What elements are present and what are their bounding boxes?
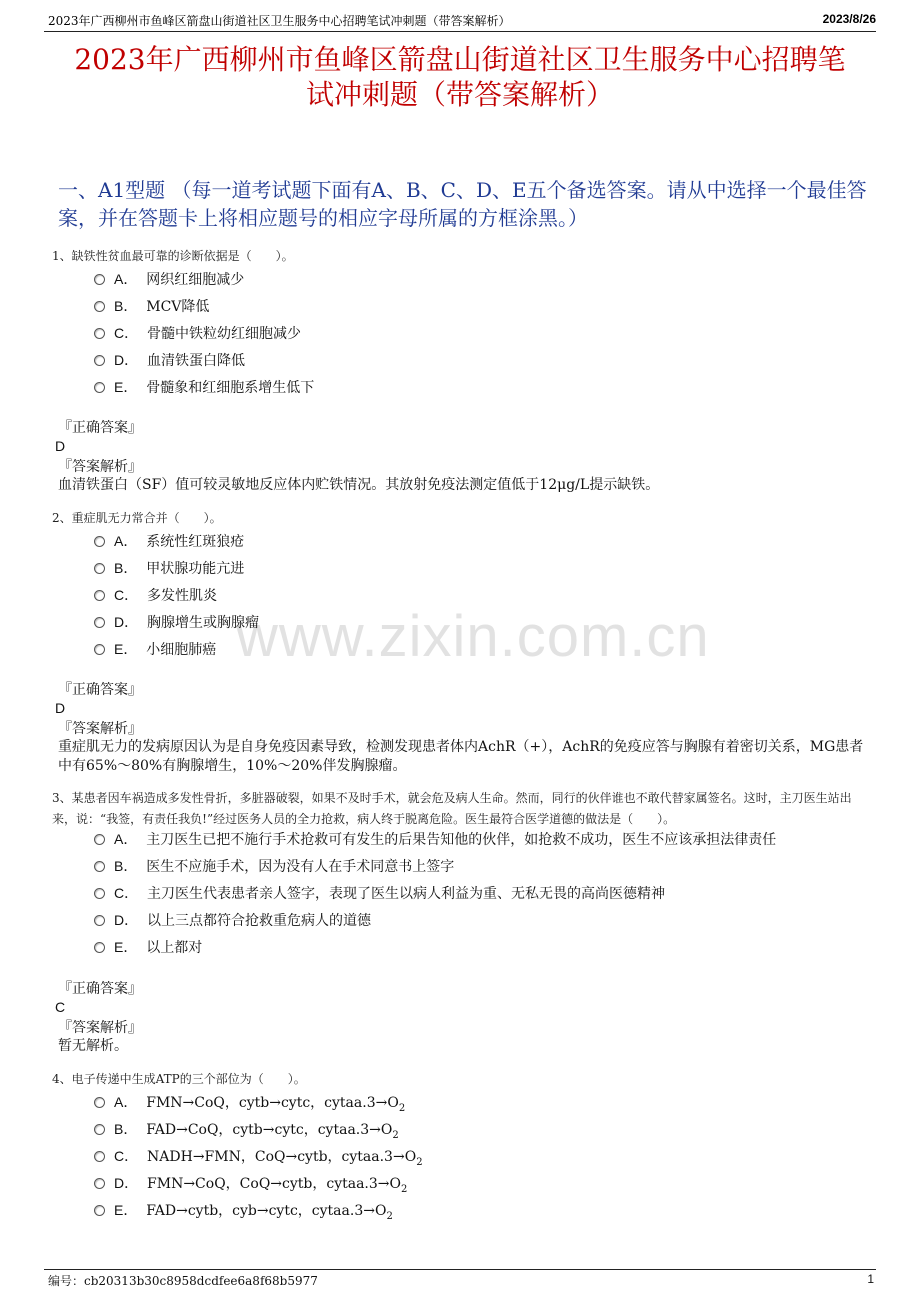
radio-icon[interactable] — [94, 355, 105, 366]
radio-icon[interactable] — [94, 617, 105, 628]
radio-icon[interactable] — [94, 301, 105, 312]
question-4-option-d[interactable]: D． FMN→CoQ，CoQ→cytb，$cytaa.3\to O_2$ — [94, 1174, 407, 1199]
radio-icon[interactable] — [94, 915, 105, 926]
radio-icon[interactable] — [94, 274, 105, 285]
question-1-stem: 1、缺铁性贫血最可靠的诊断依据是（ ）。 — [52, 249, 294, 263]
question-3-option-c[interactable]: C． 主刀医生代表患者亲人签字，表现了医生以病人利益为重、无私无畏的高尚医德精神 — [94, 884, 665, 903]
question-2-option-b[interactable]: B． 甲状腺功能亢进 — [94, 559, 244, 578]
radio-icon[interactable] — [94, 1151, 105, 1162]
question-1-explanation: 血清铁蛋白（SF）值可较灵敏地反应体内贮铁情况。其放射免疫法测定值低于12μg/L提示缺铁。 — [58, 477, 660, 493]
footer-doc-code: 编号：cb20313b30c8958dcdfee6a8f68b5977 — [48, 1274, 318, 1288]
radio-icon[interactable] — [94, 328, 105, 339]
radio-icon[interactable] — [94, 644, 105, 655]
question-3-option-a[interactable]: A． 主刀医生已把不施行手术抢救可有发生的后果告知他的伙伴，如抢救不成功，医生不应该承担法律责任 — [94, 830, 776, 849]
question-4-option-e[interactable]: E． FAD→cytb，cyb→cytc，$cytaa.3\to O_2$ — [94, 1201, 393, 1226]
question-3-option-e[interactable]: E． 以上都对 — [94, 938, 202, 957]
radio-icon[interactable] — [94, 536, 105, 547]
radio-icon[interactable] — [94, 861, 105, 872]
question-1-option-c[interactable]: C． 骨髓中铁粒幼红细胞减少 — [94, 324, 301, 343]
question-4-option-b[interactable]: B． FAD→CoQ，cytb→cytc，$cytaa.3\to O_2$ — [94, 1120, 399, 1145]
question-2-stem: 2、重症肌无力常合并（ ）。 — [52, 511, 222, 525]
question-1-answer: D — [55, 438, 66, 454]
question-2-answer: D — [55, 700, 66, 716]
header-date: 2023/8/26 — [822, 12, 876, 26]
question-3-answer: C — [55, 999, 66, 1015]
watermark: www.zixin.com.cn — [236, 604, 710, 669]
radio-icon[interactable] — [94, 590, 105, 601]
question-1-option-d[interactable]: D． 血清铁蛋白降低 — [94, 351, 245, 370]
radio-icon[interactable] — [94, 834, 105, 845]
radio-icon[interactable] — [94, 1205, 105, 1216]
radio-icon[interactable] — [94, 1097, 105, 1108]
question-3-stem: 3、某患者因车祸造成多发性骨折，多脏器破裂，如果不及时手术，就会危及病人生命。然而，同行的伙伴谁也不敢代替家属签名。这时，主刀医生站出来，说：“我签，有责任我负!”经过医务人员的全力抢救，病人终于脱离危险。医生最符合医学道德的做法是（ ）。 — [52, 791, 852, 826]
page-number: 1 — [867, 1272, 874, 1286]
radio-icon[interactable] — [94, 382, 105, 393]
question-2-option-d[interactable]: D． 胸腺增生或胸腺瘤 — [94, 613, 259, 632]
question-2-answer-label: 『正确答案』 — [58, 682, 142, 698]
question-3-option-b[interactable]: B． 医生不应施手术，因为没有人在手术同意书上签字 — [94, 857, 454, 876]
footer-divider — [44, 1269, 876, 1270]
question-1-option-a[interactable]: A． 网织红细胞减少 — [94, 270, 244, 289]
question-2-option-e[interactable]: E． 小细胞肺癌 — [94, 640, 216, 659]
question-2-explanation-label: 『答案解析』 — [58, 721, 142, 737]
question-3-explanation: 暂无解析。 — [58, 1038, 128, 1054]
page-title-line-2: 试冲刺题（带答案解析） — [305, 78, 614, 111]
radio-icon[interactable] — [94, 1124, 105, 1135]
radio-icon[interactable] — [94, 942, 105, 953]
radio-icon[interactable] — [94, 563, 105, 574]
question-1-answer-label: 『正确答案』 — [58, 420, 142, 436]
question-2-option-a[interactable]: A． 系统性红斑狼疮 — [94, 532, 244, 551]
question-1-explanation-label: 『答案解析』 — [58, 459, 142, 475]
page-title-line-1: 2023年广西柳州市鱼峰区箭盘山街道社区卫生服务中心招聘笔 — [74, 43, 846, 76]
question-2-option-c[interactable]: C． 多发性肌炎 — [94, 586, 217, 605]
question-1-option-b[interactable]: B． MCV降低 — [94, 297, 209, 316]
question-2-explanation: 重症肌无力的发病原因认为是自身免疫因素导致，检测发现患者体内AchR（+），AchR的免疫应答与胸腺有着密切关系，MG患者中有65%～80%有胸腺增生，10%～20%伴发胸腺瘤。 — [58, 739, 864, 774]
header-divider — [44, 31, 876, 32]
header-doc-title: 2023年广西柳州市鱼峰区箭盘山街道社区卫生服务中心招聘笔试冲刺题（带答案解析） — [48, 14, 511, 28]
question-1-option-e[interactable]: E． 骨髓象和红细胞系增生低下 — [94, 378, 314, 397]
radio-icon[interactable] — [94, 888, 105, 899]
question-3-explanation-label: 『答案解析』 — [58, 1020, 142, 1036]
question-3-answer-label: 『正确答案』 — [58, 981, 142, 997]
page-title — [44, 42, 876, 112]
question-4-option-c[interactable]: C． NADH→FMN，CoQ→cytb，$cytaa.3\to O_2$ — [94, 1147, 423, 1172]
question-4-option-a[interactable]: A． FMN→CoQ，cytb→cytc，$cytaa.3\to O_2$ — [94, 1093, 405, 1118]
question-3-option-d[interactable]: D． 以上三点都符合抢救重危病人的道德 — [94, 911, 371, 930]
section-heading: 一、A1型题 （每一道考试题下面有A、B、C、D、E五个备选答案。请从中选择一个最佳答案，并在答题卡上将相应题号的相应字母所属的方框涂黑。） — [58, 178, 867, 230]
radio-icon[interactable] — [94, 1178, 105, 1189]
question-4-stem: 4、电子传递中生成ATP的三个部位为（ ）。 — [52, 1072, 306, 1086]
